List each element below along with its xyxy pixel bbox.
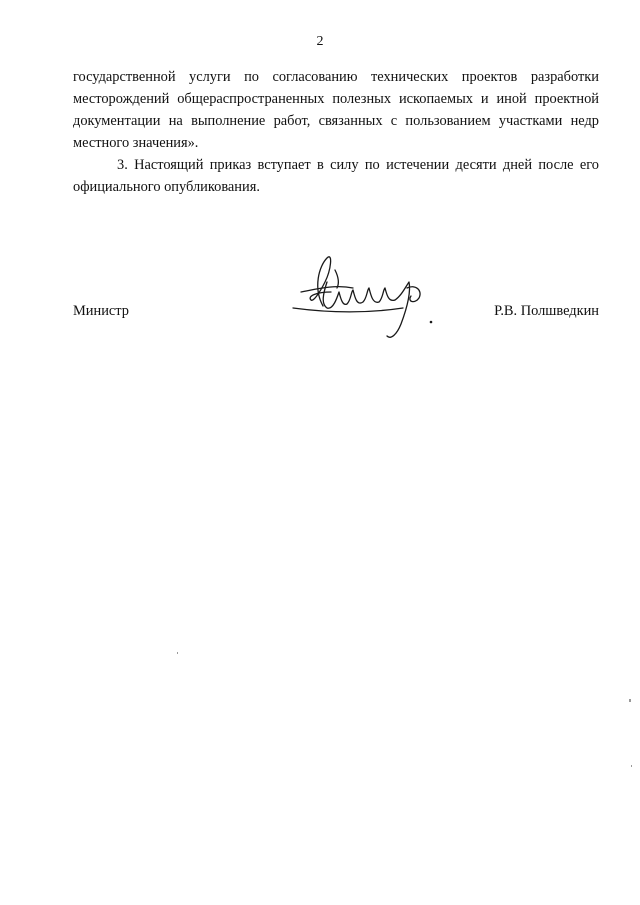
scan-speck (177, 652, 178, 654)
page-number: 2 (316, 34, 324, 49)
paragraph-continued: государственной услуги по согласованию технических проектов разработки месторождений общераспространенных полезных ископаемых и иной проектной документации на выполнение работ, связанных с пользованием участками недр местного значения». (73, 69, 599, 151)
position-label: Министр (73, 303, 129, 319)
scan-speck (631, 765, 632, 767)
paragraph-clause-3: 3. Настоящий приказ вступает в силу по истечении десяти дней после его официального опубликования. (73, 157, 599, 195)
scan-speck (629, 699, 631, 702)
handwritten-signature-icon (283, 248, 443, 348)
signer-name: Р.В. Полшведкин (494, 303, 599, 319)
